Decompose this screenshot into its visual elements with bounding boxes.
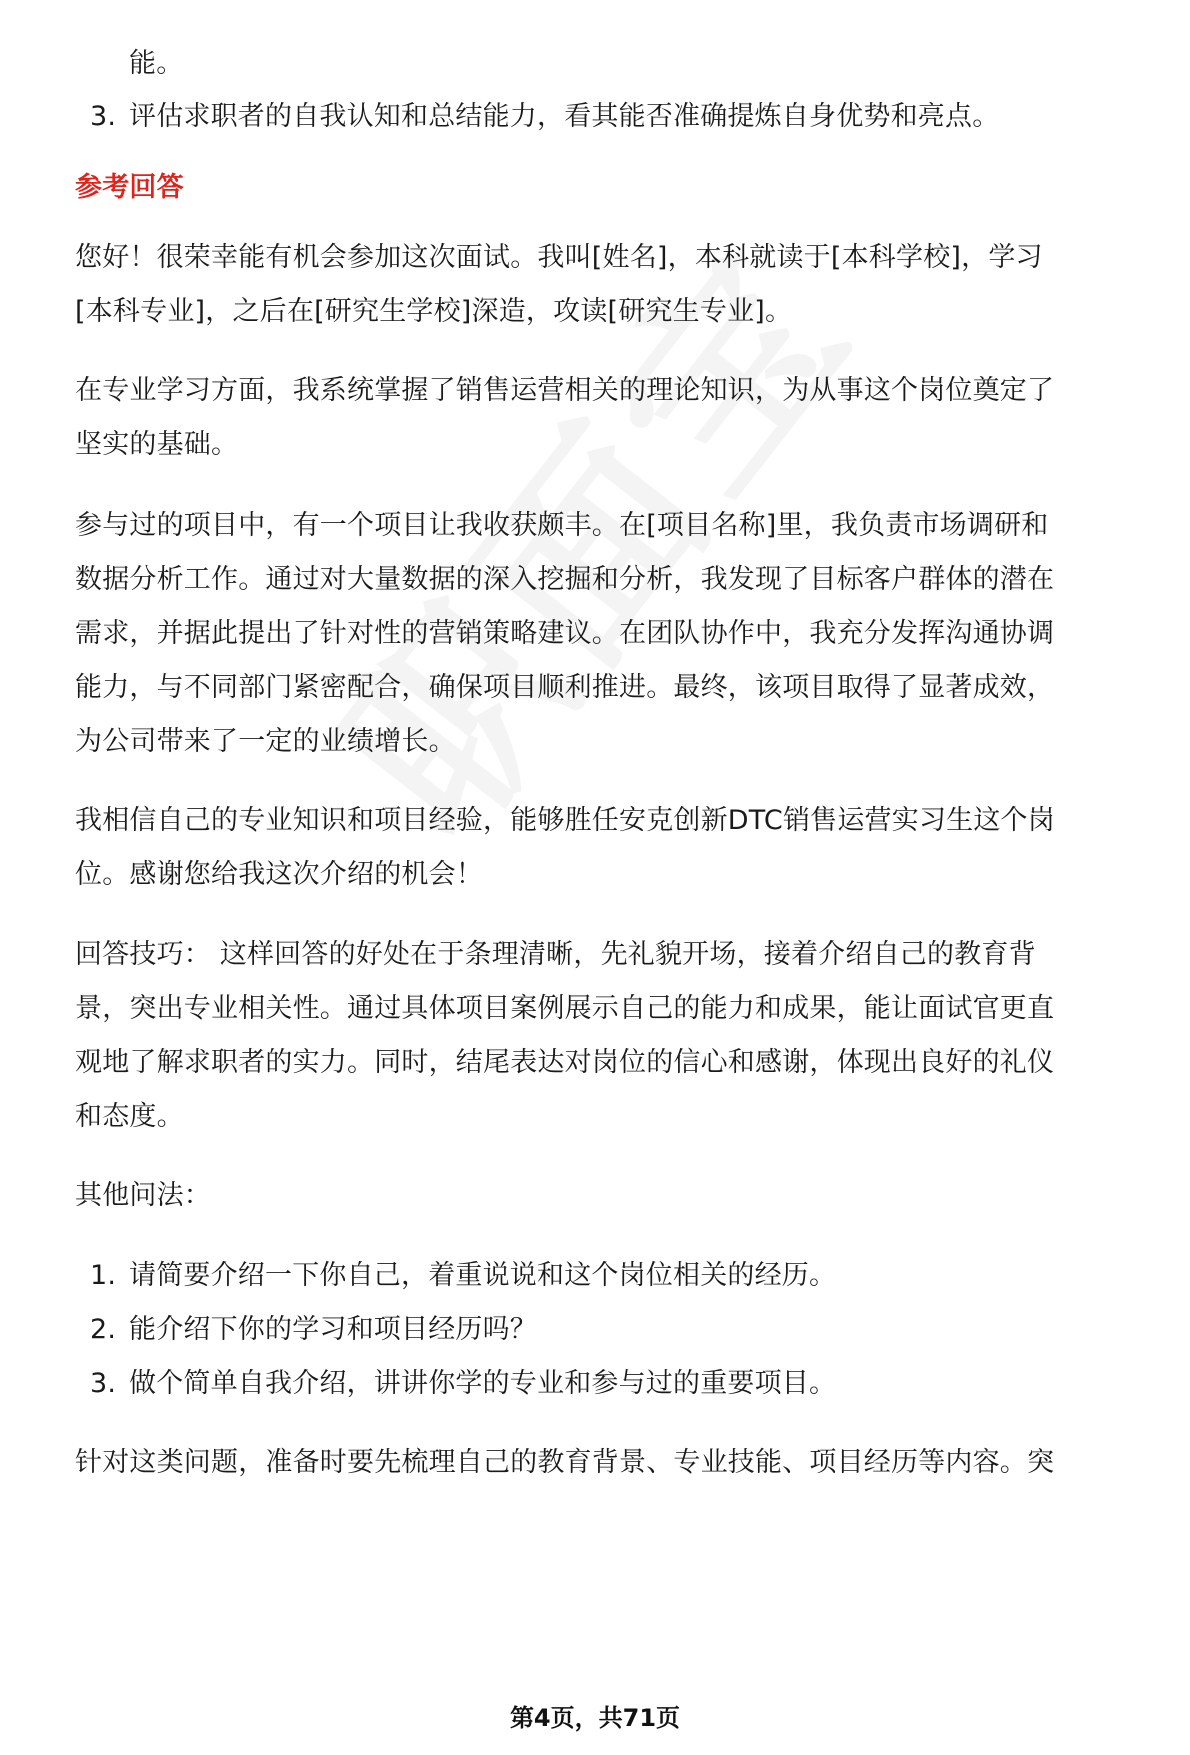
paragraph-line: 能力，与不同部门紧密配合，确保项目顺利推进。最终，该项目取得了显著成效， xyxy=(75,672,1055,703)
paragraph-line: 能。 xyxy=(129,48,184,79)
paragraph-line: 针对这类问题，准备时要先梳理自己的教育背景、专业技能、项目经历等内容。突 xyxy=(75,1447,1055,1478)
list-item: 评估求职者的自我认知和总结能力，看其能否准确提炼自身优势和亮点。 xyxy=(129,101,1000,132)
list-item: 做个简单自我介绍，讲讲你学的专业和参与过的重要项目。 xyxy=(129,1368,837,1399)
paragraph-line: 观地了解求职者的实力。同时，结尾表达对岗位的信心和感谢，体现出良好的礼仪 xyxy=(75,1047,1055,1078)
paragraph-line: 回答技巧： 这样回答的好处在于条理清晰，先礼貌开场，接着介绍自己的教育背 xyxy=(75,939,1036,970)
paragraph-line: 需求，并据此提出了针对性的营销策略建议。在团队协作中，我充分发挥沟通协调 xyxy=(75,618,1055,649)
paragraph-line: 为公司带来了一定的业绩增长。 xyxy=(75,726,456,757)
list-number: 2. xyxy=(90,1314,117,1345)
paragraph-line: 其他问法： xyxy=(75,1180,211,1211)
page-footer: 第4页，共71页 xyxy=(509,1704,681,1732)
section-heading: 参考回答 xyxy=(75,172,184,203)
paragraph-line: 景，突出专业相关性。通过具体项目案例展示自己的能力和成果，能让面试官更直 xyxy=(75,993,1055,1024)
paragraph-line: 参与过的项目中，有一个项目让我收获颇丰。在[项目名称]里，我负责市场调研和 xyxy=(75,510,1049,541)
paragraph-line: 在专业学习方面，我系统掌握了销售运营相关的理论知识，为从事这个岗位奠定了 xyxy=(75,375,1055,406)
list-number: 3. xyxy=(90,101,117,132)
list-item: 请简要介绍一下你自己，着重说说和这个岗位相关的经历。 xyxy=(129,1260,837,1291)
list-number: 3. xyxy=(90,1368,117,1399)
paragraph-line: 您好！很荣幸能有机会参加这次面试。我叫[姓名]，本科就读于[本科学校]，学习 xyxy=(75,242,1043,273)
paragraph-line: 我相信自己的专业知识和项目经验，能够胜任安克创新DTC销售运营实习生这个岗 xyxy=(75,805,1055,836)
paragraph-line: 和态度。 xyxy=(75,1101,184,1132)
paragraph-line: 数据分析工作。通过对大量数据的深入挖掘和分析，我发现了目标客户群体的潜在 xyxy=(75,564,1055,595)
paragraph-line: 位。感谢您给我这次介绍的机会！ xyxy=(75,859,483,890)
paragraph-line: 坚实的基础。 xyxy=(75,429,239,460)
list-item: 能介绍下你的学习和项目经历吗？ xyxy=(129,1314,537,1345)
list-number: 1. xyxy=(90,1260,117,1291)
paragraph-line: [本科专业]，之后在[研究生学校]深造，攻读[研究生专业]。 xyxy=(75,296,793,327)
